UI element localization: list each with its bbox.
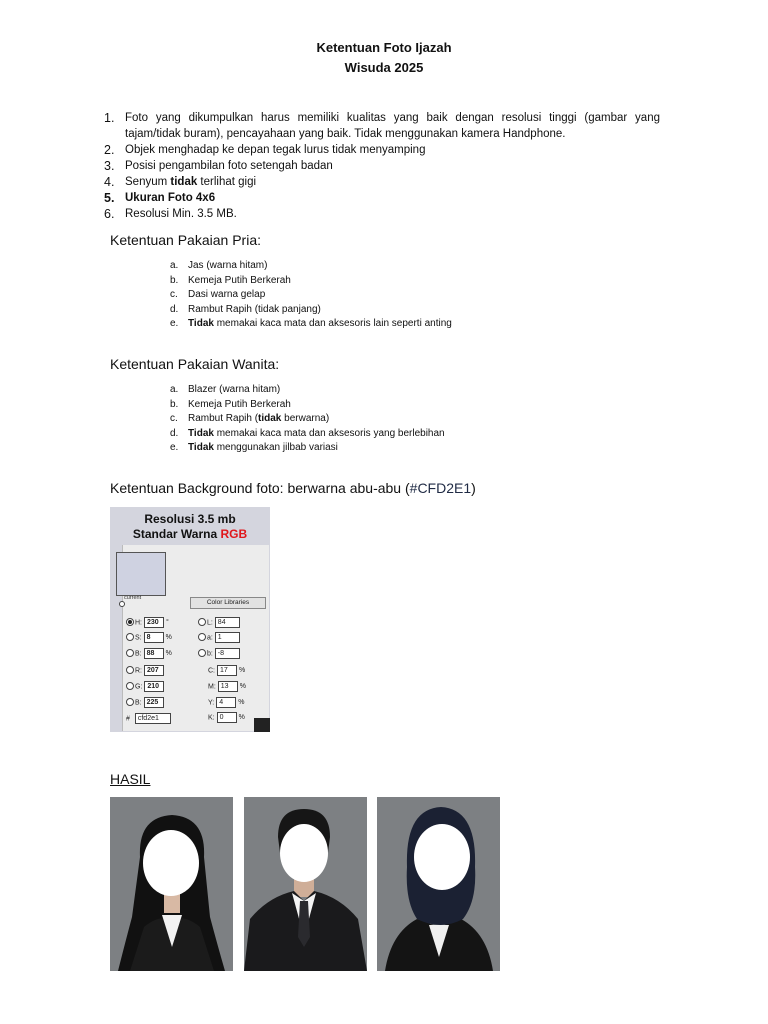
hash-label: #	[126, 715, 130, 723]
item-pre: Rambut Rapih (	[188, 413, 259, 425]
s-row	[126, 632, 172, 644]
requirement-text: Objek menghadap ke depan tegak lurus tidak menyamping	[125, 144, 426, 156]
a-row	[198, 632, 240, 644]
requirement-text: Posisi pengambilan foto setengah badan	[125, 160, 333, 172]
requirement-item	[104, 158, 660, 174]
requirement-number: 2.	[104, 143, 115, 157]
blue-row	[126, 697, 164, 709]
photo-woman-hijab	[377, 797, 500, 971]
lab-b-radio-icon[interactable]	[198, 649, 206, 657]
background-hex: #CFD2E1	[409, 480, 472, 496]
requirement-text-pre: Senyum	[125, 176, 171, 188]
requirement-text-bold: tidak	[170, 176, 198, 188]
list-item	[170, 398, 445, 413]
requirement-number: 3.	[104, 159, 115, 173]
list-item	[170, 412, 445, 427]
a-radio-icon[interactable]	[198, 633, 206, 641]
requirement-number: 1.	[104, 111, 115, 125]
k-unit: %	[238, 714, 245, 722]
g-row	[126, 681, 164, 693]
b-radio-icon[interactable]	[126, 649, 134, 657]
y-row	[208, 697, 244, 709]
list-letter: e.	[170, 442, 179, 454]
item-post: memakai kaca mata dan aksesoris yang berlebihan	[213, 427, 445, 439]
h-field[interactable]: 230	[144, 617, 164, 628]
b-label: B:	[135, 650, 142, 658]
m-row	[208, 681, 246, 693]
requirements-list	[104, 110, 660, 222]
blue-radio-icon[interactable]	[126, 698, 134, 706]
list-letter: d.	[170, 303, 179, 315]
picker-standard-text: Standar Warna	[132, 527, 221, 541]
m-unit: %	[239, 683, 246, 691]
b-row	[126, 648, 172, 660]
h-row	[126, 617, 169, 629]
requirement-item	[104, 174, 660, 190]
list-item	[170, 383, 445, 398]
woman-hijab-illustration	[377, 797, 500, 971]
item-pre: Dasi warna gelap	[188, 289, 266, 301]
men-heading: Ketentuan Pakaian Pria:	[110, 232, 261, 248]
requirement-number: 4.	[104, 175, 115, 189]
item-pre: Rambut Rapih (tidak panjang)	[188, 303, 321, 315]
l-row	[198, 617, 240, 629]
list-letter: b.	[170, 274, 179, 286]
a-label: a:	[207, 634, 213, 642]
requirement-text-post: terlihat gigi	[197, 176, 257, 188]
picker-corner	[254, 718, 270, 732]
list-item	[170, 274, 452, 289]
background-close: )	[471, 480, 476, 496]
h-radio-icon[interactable]	[126, 618, 134, 626]
man-suit-illustration	[244, 797, 367, 971]
list-letter: a.	[170, 260, 179, 271]
k-row	[208, 712, 245, 724]
list-letter: c.	[170, 289, 178, 301]
c-row	[208, 665, 245, 677]
requirement-text: Ukuran Foto 4x6	[125, 192, 216, 204]
hex-field[interactable]: cfd2e1	[135, 713, 171, 724]
requirement-item	[104, 206, 660, 222]
h-unit: °	[165, 619, 169, 627]
picker-title-resolution: Resolusi 3.5 mb	[144, 512, 236, 526]
item-post: menggunakan jilbab variasi	[213, 442, 338, 454]
list-item	[170, 317, 452, 332]
photo-woman-hair	[110, 797, 233, 971]
g-radio-icon[interactable]	[126, 682, 134, 690]
y-field[interactable]: 4	[216, 697, 236, 708]
current-label: current	[124, 595, 142, 601]
background-heading-text: Ketentuan Background foto: berwarna abu-abu (	[110, 480, 410, 496]
background-heading	[110, 480, 476, 496]
list-letter: e.	[170, 318, 179, 330]
requirement-item	[104, 110, 660, 142]
list-letter: b.	[170, 398, 179, 410]
list-item	[170, 288, 452, 303]
item-pre: Blazer (warna hitam)	[188, 384, 281, 395]
list-item	[170, 441, 445, 456]
r-row	[126, 665, 164, 677]
g-label: G:	[135, 683, 143, 691]
document-subtitle: Wisuda 2025	[344, 60, 424, 75]
item-bold: Tidak	[188, 318, 214, 330]
c-label: C:	[208, 667, 215, 675]
requirement-text: Resolusi Min. 3.5 MB.	[125, 208, 237, 220]
blue-label: B:	[135, 699, 142, 707]
requirement-number: 5.	[104, 191, 115, 205]
list-letter: c.	[170, 413, 178, 425]
c-field[interactable]: 17	[217, 665, 237, 676]
s-label: S:	[135, 634, 142, 642]
c-unit: %	[238, 667, 246, 675]
m-label: M:	[208, 683, 216, 691]
requirement-text: Foto yang dikumpulkan harus memiliki kualitas yang baik dengan resolusi tinggi (gambar yang tajam/tidak buram), pencayahaan yang baik. Tidak menggunakan kamera Handphone.	[125, 112, 660, 140]
l-field[interactable]: 84	[215, 617, 240, 628]
r-label: R:	[135, 667, 142, 675]
color-swatch	[116, 552, 166, 596]
item-post: memakai kaca mata dan aksesoris lain seperti anting	[213, 318, 452, 330]
hex-row	[126, 713, 171, 725]
h-label: H:	[135, 619, 142, 627]
r-field[interactable]: 207	[144, 665, 164, 676]
b-field[interactable]: 88	[144, 648, 164, 659]
item-bold: tidak	[258, 413, 282, 425]
list-letter: a.	[170, 384, 179, 395]
requirement-item	[104, 142, 660, 158]
lab-b-field[interactable]: -8	[215, 648, 240, 659]
color-libraries-button[interactable]: Color Libraries	[190, 597, 266, 609]
requirement-item	[104, 190, 660, 206]
s-unit: %	[165, 634, 172, 642]
women-list	[170, 383, 445, 456]
picker-rgb-text: RGB	[220, 527, 248, 541]
item-bold: Tidak	[188, 427, 214, 439]
k-field[interactable]: 0	[217, 712, 237, 723]
list-item	[170, 303, 452, 318]
woman-hair-illustration	[110, 797, 233, 971]
lab-b-label: b:	[207, 650, 213, 658]
s-field[interactable]: 8	[144, 632, 164, 643]
list-item	[170, 259, 452, 274]
l-label: L:	[207, 619, 213, 627]
g-field[interactable]: 210	[144, 681, 164, 692]
b-unit: %	[165, 650, 172, 658]
item-post: berwarna)	[281, 413, 330, 425]
item-bold: Tidak	[188, 442, 214, 454]
radio-small-icon	[119, 602, 126, 609]
item-pre: Kemeja Putih Berkerah	[188, 274, 291, 286]
result-heading: HASIL	[110, 771, 151, 787]
k-label: K:	[208, 714, 215, 722]
item-pre: Kemeja Putih Berkerah	[188, 398, 291, 410]
photo-man-suit	[244, 797, 367, 971]
r-radio-icon[interactable]	[126, 666, 134, 674]
lab-b-row	[198, 648, 240, 660]
y-label: Y:	[208, 699, 215, 707]
blue-field[interactable]: 225	[144, 697, 164, 708]
item-pre: Jas (warna hitam)	[188, 260, 268, 271]
document-title: Ketentuan Foto Ijazah	[316, 40, 452, 55]
requirement-number: 6.	[104, 207, 115, 221]
women-heading: Ketentuan Pakaian Wanita:	[110, 356, 280, 372]
s-radio-icon[interactable]	[126, 633, 134, 641]
list-item	[170, 427, 445, 442]
l-radio-icon[interactable]	[198, 618, 206, 626]
picker-title-standard	[110, 527, 270, 541]
a-field[interactable]: 1	[215, 632, 240, 643]
men-list	[170, 259, 452, 332]
list-letter: d.	[170, 427, 179, 439]
y-unit: %	[238, 699, 245, 707]
m-field[interactable]: 13	[218, 681, 238, 692]
